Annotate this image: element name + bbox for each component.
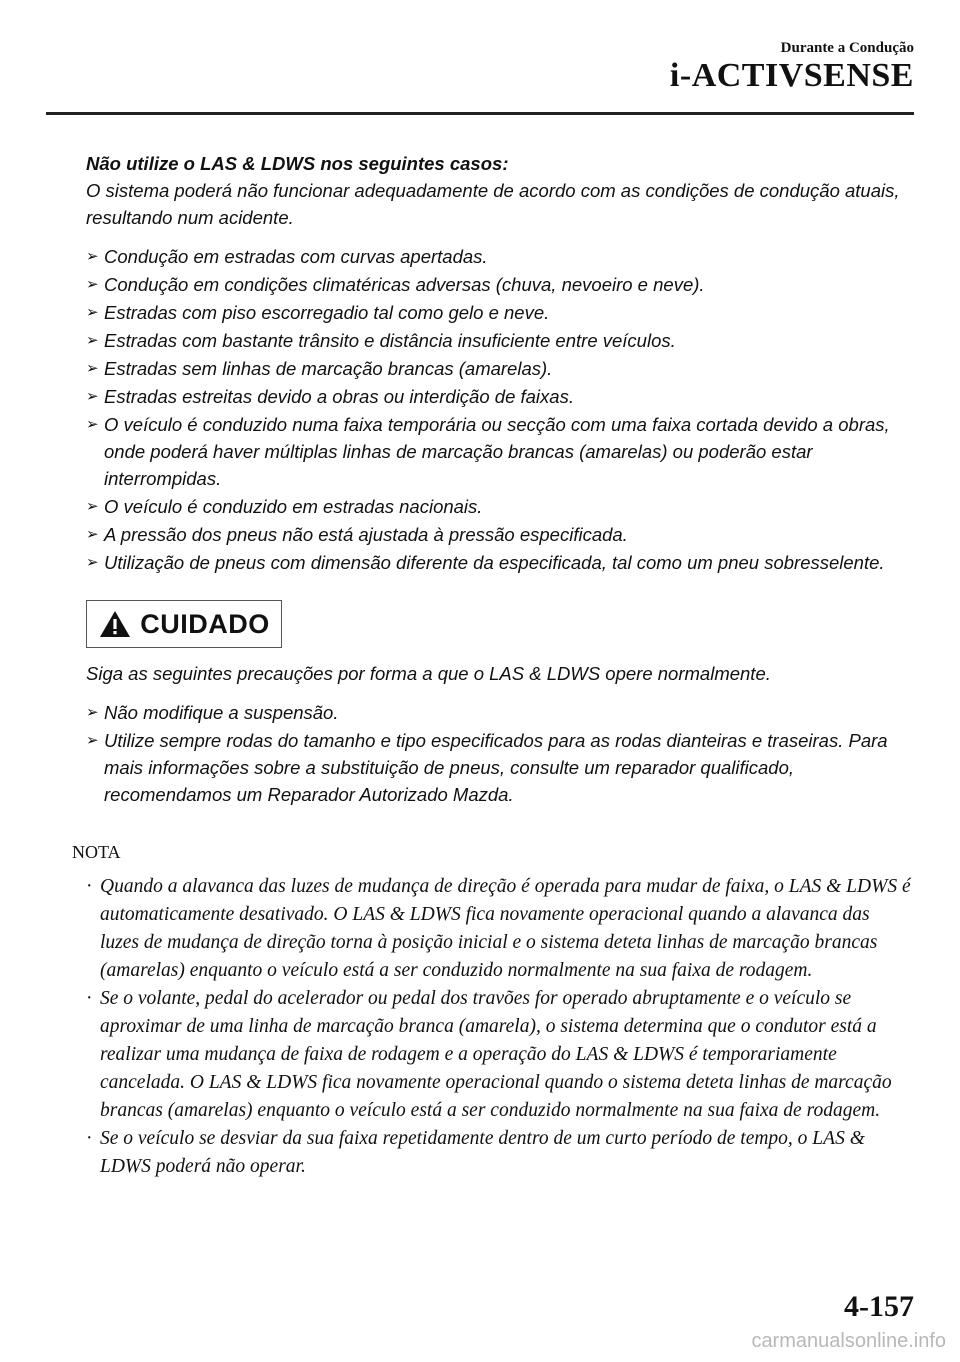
bullet-dot-icon: ·	[86, 988, 93, 1009]
list-item: ➢ Estradas sem linhas de marcação brancas (amarelas).	[86, 355, 912, 382]
arrow-bullet-icon: ➢	[86, 704, 99, 721]
arrow-bullet-icon: ➢	[86, 304, 99, 321]
section-title: Durante a Condução	[780, 40, 914, 56]
list-item: ➢ Condução em condições climatéricas adversas (chuva, nevoeiro e neve).	[86, 271, 912, 298]
arrow-bullet-icon: ➢	[86, 554, 99, 571]
caution-list	[86, 699, 912, 808]
bullet-dot-icon: ·	[86, 1128, 93, 1149]
list-item: ➢ Condução em estradas com curvas apertadas.	[86, 243, 912, 270]
list-item: · Se o veículo se desviar da sua faixa repetidamente dentro de um curto período de tempo, o LAS & LDWS poderá não operar.	[86, 1125, 912, 1181]
list-item: ➢ Estradas com piso escorregadio tal como gelo e neve.	[86, 299, 912, 326]
header-rule	[46, 112, 914, 115]
list-item: ➢ A pressão dos pneus não está ajustada à pressão especificada.	[86, 521, 912, 548]
arrow-bullet-icon: ➢	[86, 416, 99, 433]
arrow-bullet-icon: ➢	[86, 388, 99, 405]
caution-box	[86, 600, 282, 648]
chapter-title: i-ACTIVSENSE	[669, 57, 914, 94]
bullet-dot-icon: ·	[86, 876, 93, 897]
warning-triangle-icon	[98, 609, 132, 639]
page-number: 4-157	[844, 1290, 914, 1323]
page-content	[72, 150, 912, 1181]
nota-list	[86, 873, 912, 1181]
arrow-bullet-icon: ➢	[86, 248, 99, 265]
arrow-bullet-icon: ➢	[86, 526, 99, 543]
arrow-bullet-icon: ➢	[86, 732, 99, 749]
list-item: · Se o volante, pedal do acelerador ou pedal dos travões for operado abruptamente e o veículo se aproximar de uma linha de marcação branca (amarela), o sistema determina que o condutor está a realizar uma mudança de faixa de rodagem e a operação do LAS & LDWS é temporariamente cancelada. O LAS & LDWS fica novamente operacional quando o sistema deteta linhas de marcação brancas (amarelas) enquanto o veículo está a ser conduzido normalmente na sua faixa de rodagem.	[86, 985, 912, 1125]
list-item: ➢ Estradas com bastante trânsito e distância insuficiente entre veículos.	[86, 327, 912, 354]
list-item: ➢ Estradas estreitas devido a obras ou interdição de faixas.	[86, 383, 912, 410]
arrow-bullet-icon: ➢	[86, 498, 99, 515]
list-item: ➢ Não modifique a suspensão.	[86, 699, 912, 726]
arrow-bullet-icon: ➢	[86, 360, 99, 377]
warning-intro: O sistema poderá não funcionar adequadamente de acordo com as condições de condução atuais, resultando num acidente.	[86, 180, 900, 228]
arrow-bullet-icon: ➢	[86, 332, 99, 349]
list-item: ➢ Utilização de pneus com dimensão diferente da especificada, tal como um pneu sobresselente.	[86, 549, 912, 576]
list-item: · Quando a alavanca das luzes de mudança de direção é operada para mudar de faixa, o LAS & LDWS é automaticamente desativado. O LAS & LDWS fica novamente operacional quando a alavanca das luzes de mudança de direção torna à posição inicial e o sistema deteta linhas de marcação brancas (amarelas) enquanto o veículo está a ser conduzido normalmente na sua faixa de rodagem.	[86, 873, 912, 985]
list-item: ➢ O veículo é conduzido em estradas nacionais.	[86, 493, 912, 520]
watermark: carmanualsonline.info	[751, 1330, 946, 1352]
caution-label: CUIDADO	[140, 608, 270, 639]
caution-intro: Siga as seguintes precauções por forma a que o LAS & LDWS opere normalmente.	[86, 663, 771, 684]
warning-list	[86, 243, 912, 576]
list-item: ➢ Utilize sempre rodas do tamanho e tipo especificados para as rodas dianteiras e traseiras. Para mais informações sobre a substituição de pneus, consulte um reparador qualificado, recomendamos um Reparador Autorizado Mazda.	[86, 727, 912, 808]
arrow-bullet-icon: ➢	[86, 276, 99, 293]
page-header	[670, 40, 914, 93]
warning-title: Não utilize o LAS & LDWS nos seguintes casos:	[86, 153, 509, 174]
nota-title: NOTA	[72, 842, 121, 862]
list-item: ➢ O veículo é conduzido numa faixa temporária ou secção com uma faixa cortada devido a obras, onde poderá haver múltiplas linhas de marcação brancas (amarelas) ou poderão estar interrompidas.	[86, 411, 912, 492]
